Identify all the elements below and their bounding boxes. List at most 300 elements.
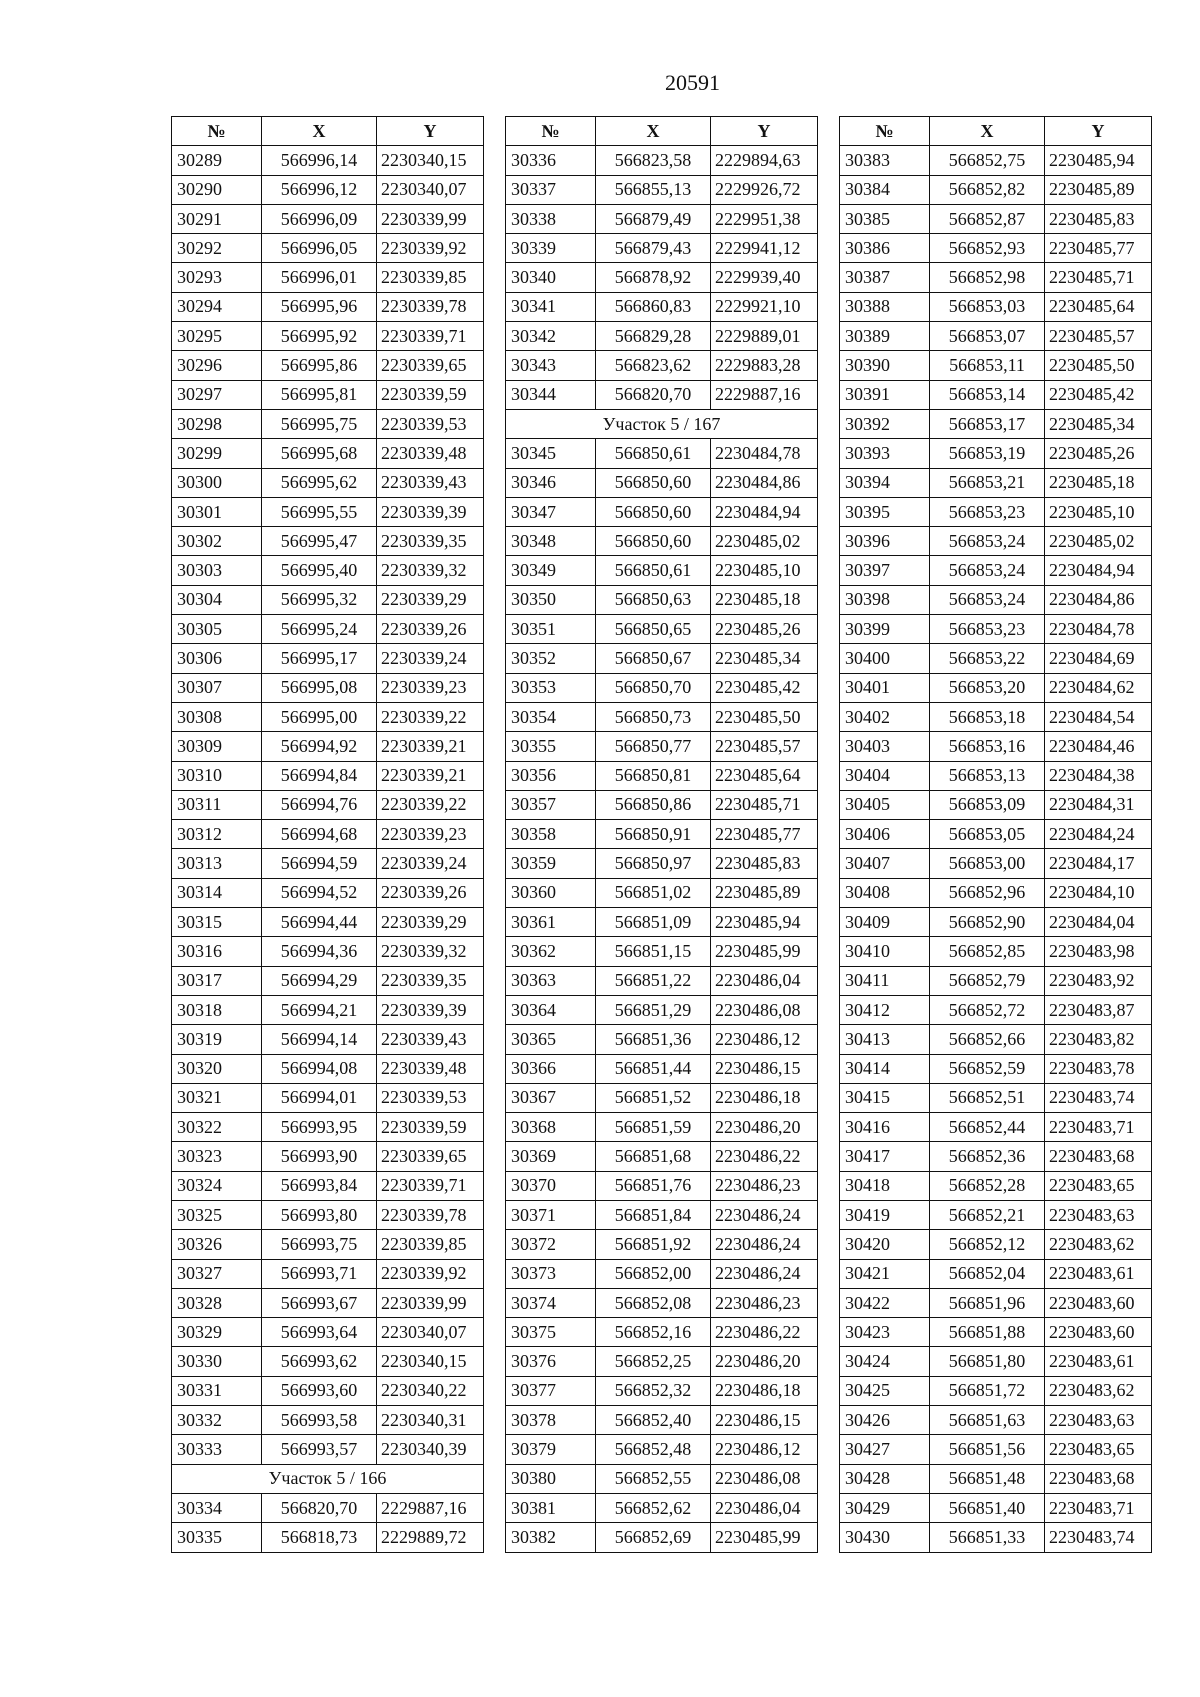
table-row xyxy=(172,761,484,790)
table-row xyxy=(840,702,1152,731)
x-coordinate: 566852,85 xyxy=(930,937,1045,966)
x-coordinate: 566853,23 xyxy=(930,497,1045,526)
y-coordinate: 2230339,71 xyxy=(377,322,484,351)
x-coordinate: 566995,40 xyxy=(262,556,377,585)
point-number: 30365 xyxy=(506,1025,596,1054)
point-number: 30383 xyxy=(840,146,930,175)
table-row xyxy=(840,1406,1152,1435)
table-row xyxy=(172,1288,484,1317)
x-coordinate: 566850,65 xyxy=(596,615,711,644)
y-coordinate: 2230483,71 xyxy=(1045,1113,1152,1142)
table-row xyxy=(506,380,818,409)
y-coordinate: 2230339,43 xyxy=(377,1025,484,1054)
point-number: 30353 xyxy=(506,673,596,702)
table-row xyxy=(840,204,1152,233)
y-coordinate: 2230339,71 xyxy=(377,1171,484,1200)
y-coordinate: 2230339,21 xyxy=(377,732,484,761)
table-row xyxy=(506,1200,818,1229)
x-coordinate: 566851,44 xyxy=(596,1054,711,1083)
table-row xyxy=(172,322,484,351)
x-coordinate: 566994,14 xyxy=(262,1025,377,1054)
y-coordinate: 2229889,72 xyxy=(377,1523,484,1552)
point-number: 30399 xyxy=(840,615,930,644)
point-number: 30393 xyxy=(840,439,930,468)
x-coordinate: 566852,40 xyxy=(596,1406,711,1435)
point-number: 30305 xyxy=(172,615,262,644)
y-coordinate: 2230484,10 xyxy=(1045,878,1152,907)
table-row xyxy=(506,761,818,790)
x-coordinate: 566853,13 xyxy=(930,761,1045,790)
x-coordinate: 566855,13 xyxy=(596,175,711,204)
point-number: 30379 xyxy=(506,1435,596,1464)
table-row xyxy=(172,351,484,380)
y-coordinate: 2230339,65 xyxy=(377,351,484,380)
x-coordinate: 566852,36 xyxy=(930,1142,1045,1171)
x-coordinate: 566994,01 xyxy=(262,1083,377,1112)
header-y: Y xyxy=(711,117,818,146)
table-row xyxy=(506,1523,818,1552)
y-coordinate: 2230486,12 xyxy=(711,1025,818,1054)
table-row xyxy=(840,439,1152,468)
table-row xyxy=(840,1142,1152,1171)
table-row xyxy=(506,673,818,702)
point-number: 30307 xyxy=(172,673,262,702)
x-coordinate: 566995,96 xyxy=(262,292,377,321)
point-number: 30364 xyxy=(506,995,596,1024)
point-number: 30355 xyxy=(506,732,596,761)
point-number: 30343 xyxy=(506,351,596,380)
x-coordinate: 566853,16 xyxy=(930,732,1045,761)
x-coordinate: 566852,04 xyxy=(930,1259,1045,1288)
y-coordinate: 2230483,63 xyxy=(1045,1200,1152,1229)
table-row xyxy=(840,673,1152,702)
x-coordinate: 566851,72 xyxy=(930,1376,1045,1405)
table-row xyxy=(172,204,484,233)
table-row xyxy=(172,380,484,409)
point-number: 30392 xyxy=(840,409,930,438)
x-coordinate: 566995,81 xyxy=(262,380,377,409)
table-row xyxy=(840,585,1152,614)
table-row xyxy=(172,1493,484,1522)
y-coordinate: 2230483,61 xyxy=(1045,1347,1152,1376)
point-number: 30394 xyxy=(840,468,930,497)
y-coordinate: 2230486,22 xyxy=(711,1142,818,1171)
point-number: 30351 xyxy=(506,615,596,644)
table-row xyxy=(506,1113,818,1142)
y-coordinate: 2230339,24 xyxy=(377,644,484,673)
y-coordinate: 2230340,07 xyxy=(377,175,484,204)
x-coordinate: 566993,84 xyxy=(262,1171,377,1200)
point-number: 30352 xyxy=(506,644,596,673)
point-number: 30358 xyxy=(506,820,596,849)
table-row xyxy=(506,439,818,468)
table-row xyxy=(840,995,1152,1024)
y-coordinate: 2230340,07 xyxy=(377,1318,484,1347)
x-coordinate: 566994,21 xyxy=(262,995,377,1024)
x-coordinate: 566995,24 xyxy=(262,615,377,644)
x-coordinate: 566994,68 xyxy=(262,820,377,849)
y-coordinate: 2230339,26 xyxy=(377,878,484,907)
y-coordinate: 2230486,04 xyxy=(711,1493,818,1522)
table-row xyxy=(840,468,1152,497)
header-y: Y xyxy=(377,117,484,146)
x-coordinate: 566852,55 xyxy=(596,1464,711,1493)
y-coordinate: 2230484,24 xyxy=(1045,820,1152,849)
x-coordinate: 566851,36 xyxy=(596,1025,711,1054)
y-coordinate: 2230339,39 xyxy=(377,995,484,1024)
table-row xyxy=(840,1259,1152,1288)
table-row xyxy=(840,527,1152,556)
x-coordinate: 566993,75 xyxy=(262,1230,377,1259)
table-row xyxy=(506,1318,818,1347)
table-row xyxy=(506,175,818,204)
x-coordinate: 566852,25 xyxy=(596,1347,711,1376)
y-coordinate: 2229887,16 xyxy=(711,380,818,409)
x-coordinate: 566853,00 xyxy=(930,849,1045,878)
table-row xyxy=(840,820,1152,849)
x-coordinate: 566993,60 xyxy=(262,1376,377,1405)
point-number: 30412 xyxy=(840,995,930,1024)
table-row xyxy=(840,292,1152,321)
table-row xyxy=(840,1113,1152,1142)
y-coordinate: 2230485,94 xyxy=(1045,146,1152,175)
table-row xyxy=(506,995,818,1024)
y-coordinate: 2230483,60 xyxy=(1045,1318,1152,1347)
table-row xyxy=(172,732,484,761)
table-row xyxy=(172,1083,484,1112)
x-coordinate: 566995,55 xyxy=(262,497,377,526)
y-coordinate: 2230486,08 xyxy=(711,995,818,1024)
point-number: 30368 xyxy=(506,1113,596,1142)
point-number: 30290 xyxy=(172,175,262,204)
y-coordinate: 2230485,83 xyxy=(1045,204,1152,233)
x-coordinate: 566996,12 xyxy=(262,175,377,204)
point-number: 30419 xyxy=(840,1200,930,1229)
y-coordinate: 2230340,31 xyxy=(377,1406,484,1435)
table-row xyxy=(506,1142,818,1171)
table-row xyxy=(840,878,1152,907)
coordinate-table-3 xyxy=(839,116,1152,1553)
y-coordinate: 2229887,16 xyxy=(377,1493,484,1522)
x-coordinate: 566852,79 xyxy=(930,966,1045,995)
y-coordinate: 2230483,65 xyxy=(1045,1171,1152,1200)
y-coordinate: 2229939,40 xyxy=(711,263,818,292)
x-coordinate: 566852,75 xyxy=(930,146,1045,175)
y-coordinate: 2230486,20 xyxy=(711,1113,818,1142)
x-coordinate: 566851,56 xyxy=(930,1435,1045,1464)
y-coordinate: 2230483,63 xyxy=(1045,1406,1152,1435)
table-row xyxy=(840,761,1152,790)
table-row xyxy=(172,1054,484,1083)
x-coordinate: 566851,68 xyxy=(596,1142,711,1171)
x-coordinate: 566851,96 xyxy=(930,1288,1045,1317)
x-coordinate: 566993,67 xyxy=(262,1288,377,1317)
x-coordinate: 566993,95 xyxy=(262,1113,377,1142)
x-coordinate: 566993,71 xyxy=(262,1259,377,1288)
y-coordinate: 2230483,87 xyxy=(1045,995,1152,1024)
table-row xyxy=(840,644,1152,673)
point-number: 30375 xyxy=(506,1318,596,1347)
table-row xyxy=(506,468,818,497)
y-coordinate: 2230339,78 xyxy=(377,292,484,321)
x-coordinate: 566851,52 xyxy=(596,1083,711,1112)
point-number: 30381 xyxy=(506,1493,596,1522)
point-number: 30320 xyxy=(172,1054,262,1083)
point-number: 30309 xyxy=(172,732,262,761)
y-coordinate: 2230485,26 xyxy=(1045,439,1152,468)
y-coordinate: 2230339,48 xyxy=(377,1054,484,1083)
point-number: 30296 xyxy=(172,351,262,380)
point-number: 30331 xyxy=(172,1376,262,1405)
table-header-row xyxy=(840,117,1152,146)
x-coordinate: 566996,14 xyxy=(262,146,377,175)
point-number: 30424 xyxy=(840,1347,930,1376)
x-coordinate: 566995,68 xyxy=(262,439,377,468)
point-number: 30385 xyxy=(840,204,930,233)
table-row xyxy=(172,1259,484,1288)
point-number: 30407 xyxy=(840,849,930,878)
point-number: 30402 xyxy=(840,702,930,731)
x-coordinate: 566879,43 xyxy=(596,234,711,263)
point-number: 30360 xyxy=(506,878,596,907)
header-x: X xyxy=(596,117,711,146)
x-coordinate: 566823,62 xyxy=(596,351,711,380)
point-number: 30390 xyxy=(840,351,930,380)
x-coordinate: 566852,69 xyxy=(596,1523,711,1552)
y-coordinate: 2230339,32 xyxy=(377,937,484,966)
x-coordinate: 566994,36 xyxy=(262,937,377,966)
table-row xyxy=(506,204,818,233)
y-coordinate: 2230485,10 xyxy=(1045,497,1152,526)
y-coordinate: 2230485,99 xyxy=(711,937,818,966)
table-row xyxy=(172,1200,484,1229)
y-coordinate: 2230483,78 xyxy=(1045,1054,1152,1083)
x-coordinate: 566853,24 xyxy=(930,527,1045,556)
point-number: 30348 xyxy=(506,527,596,556)
y-coordinate: 2230339,29 xyxy=(377,585,484,614)
point-number: 30303 xyxy=(172,556,262,585)
point-number: 30289 xyxy=(172,146,262,175)
table-row xyxy=(840,1025,1152,1054)
x-coordinate: 566996,01 xyxy=(262,263,377,292)
y-coordinate: 2230339,21 xyxy=(377,761,484,790)
table-row xyxy=(840,1464,1152,1493)
y-coordinate: 2230485,50 xyxy=(711,702,818,731)
point-number: 30357 xyxy=(506,790,596,819)
table-row xyxy=(840,1347,1152,1376)
table-row xyxy=(172,644,484,673)
point-number: 30327 xyxy=(172,1259,262,1288)
point-number: 30293 xyxy=(172,263,262,292)
table-row xyxy=(172,995,484,1024)
y-coordinate: 2230485,77 xyxy=(711,820,818,849)
point-number: 30410 xyxy=(840,937,930,966)
table-row xyxy=(172,1142,484,1171)
point-number: 30301 xyxy=(172,497,262,526)
section-label: Участок 5 / 167 xyxy=(506,409,818,438)
y-coordinate: 2230485,34 xyxy=(711,644,818,673)
table-row xyxy=(506,497,818,526)
x-coordinate: 566993,80 xyxy=(262,1200,377,1229)
point-number: 30373 xyxy=(506,1259,596,1288)
table-row xyxy=(506,1025,818,1054)
y-coordinate: 2230486,08 xyxy=(711,1464,818,1493)
x-coordinate: 566851,33 xyxy=(930,1523,1045,1552)
y-coordinate: 2230484,38 xyxy=(1045,761,1152,790)
table-header-row xyxy=(172,117,484,146)
point-number: 30427 xyxy=(840,1435,930,1464)
table-row xyxy=(506,527,818,556)
x-coordinate: 566850,77 xyxy=(596,732,711,761)
x-coordinate: 566994,59 xyxy=(262,849,377,878)
section-row xyxy=(172,1464,484,1493)
point-number: 30422 xyxy=(840,1288,930,1317)
table-row xyxy=(172,468,484,497)
point-number: 30374 xyxy=(506,1288,596,1317)
y-coordinate: 2230339,23 xyxy=(377,820,484,849)
point-number: 30337 xyxy=(506,175,596,204)
x-coordinate: 566995,75 xyxy=(262,409,377,438)
x-coordinate: 566994,44 xyxy=(262,908,377,937)
x-coordinate: 566850,63 xyxy=(596,585,711,614)
point-number: 30420 xyxy=(840,1230,930,1259)
point-number: 30316 xyxy=(172,937,262,966)
x-coordinate: 566994,92 xyxy=(262,732,377,761)
table-row xyxy=(506,146,818,175)
point-number: 30312 xyxy=(172,820,262,849)
y-coordinate: 2230339,22 xyxy=(377,790,484,819)
point-number: 30362 xyxy=(506,937,596,966)
point-number: 30334 xyxy=(172,1493,262,1522)
point-number: 30332 xyxy=(172,1406,262,1435)
x-coordinate: 566853,05 xyxy=(930,820,1045,849)
point-number: 30308 xyxy=(172,702,262,731)
x-coordinate: 566994,52 xyxy=(262,878,377,907)
y-coordinate: 2230485,89 xyxy=(711,878,818,907)
y-coordinate: 2230486,22 xyxy=(711,1318,818,1347)
table-row xyxy=(506,702,818,731)
table-row xyxy=(840,556,1152,585)
table-row xyxy=(840,966,1152,995)
point-number: 30386 xyxy=(840,234,930,263)
x-coordinate: 566851,29 xyxy=(596,995,711,1024)
y-coordinate: 2229941,12 xyxy=(711,234,818,263)
x-coordinate: 566853,20 xyxy=(930,673,1045,702)
x-coordinate: 566851,63 xyxy=(930,1406,1045,1435)
point-number: 30318 xyxy=(172,995,262,1024)
point-number: 30378 xyxy=(506,1406,596,1435)
x-coordinate: 566852,32 xyxy=(596,1376,711,1405)
table-row xyxy=(506,820,818,849)
x-coordinate: 566878,92 xyxy=(596,263,711,292)
table-row xyxy=(840,497,1152,526)
table-row xyxy=(172,175,484,204)
x-coordinate: 566860,83 xyxy=(596,292,711,321)
y-coordinate: 2230339,26 xyxy=(377,615,484,644)
point-number: 30401 xyxy=(840,673,930,702)
table-row xyxy=(172,439,484,468)
x-coordinate: 566995,92 xyxy=(262,322,377,351)
x-coordinate: 566994,08 xyxy=(262,1054,377,1083)
x-coordinate: 566851,59 xyxy=(596,1113,711,1142)
x-coordinate: 566850,60 xyxy=(596,468,711,497)
x-coordinate: 566850,97 xyxy=(596,849,711,878)
table-row xyxy=(172,790,484,819)
table-row xyxy=(172,1318,484,1347)
point-number: 30344 xyxy=(506,380,596,409)
table-row xyxy=(840,1523,1152,1552)
x-coordinate: 566852,93 xyxy=(930,234,1045,263)
y-coordinate: 2230486,18 xyxy=(711,1083,818,1112)
section-label: Участок 5 / 166 xyxy=(172,1464,484,1493)
x-coordinate: 566850,67 xyxy=(596,644,711,673)
y-coordinate: 2229926,72 xyxy=(711,175,818,204)
y-coordinate: 2230484,86 xyxy=(1045,585,1152,614)
table-row xyxy=(172,292,484,321)
point-number: 30339 xyxy=(506,234,596,263)
x-coordinate: 566852,51 xyxy=(930,1083,1045,1112)
x-coordinate: 566850,61 xyxy=(596,439,711,468)
x-coordinate: 566852,12 xyxy=(930,1230,1045,1259)
y-coordinate: 2230485,71 xyxy=(711,790,818,819)
x-coordinate: 566853,09 xyxy=(930,790,1045,819)
x-coordinate: 566850,73 xyxy=(596,702,711,731)
point-number: 30426 xyxy=(840,1406,930,1435)
y-coordinate: 2230483,92 xyxy=(1045,966,1152,995)
point-number: 30354 xyxy=(506,702,596,731)
point-number: 30406 xyxy=(840,820,930,849)
point-number: 30388 xyxy=(840,292,930,321)
point-number: 30376 xyxy=(506,1347,596,1376)
table-row xyxy=(840,908,1152,937)
y-coordinate: 2230484,78 xyxy=(711,439,818,468)
point-number: 30319 xyxy=(172,1025,262,1054)
table-header-row xyxy=(506,117,818,146)
y-coordinate: 2230340,15 xyxy=(377,1347,484,1376)
y-coordinate: 2230486,24 xyxy=(711,1259,818,1288)
point-number: 30330 xyxy=(172,1347,262,1376)
y-coordinate: 2230486,23 xyxy=(711,1288,818,1317)
table-row xyxy=(506,1259,818,1288)
y-coordinate: 2230339,43 xyxy=(377,468,484,497)
point-number: 30369 xyxy=(506,1142,596,1171)
y-coordinate: 2230339,32 xyxy=(377,556,484,585)
point-number: 30366 xyxy=(506,1054,596,1083)
x-coordinate: 566852,48 xyxy=(596,1435,711,1464)
y-coordinate: 2230483,62 xyxy=(1045,1230,1152,1259)
x-coordinate: 566852,98 xyxy=(930,263,1045,292)
y-coordinate: 2230485,02 xyxy=(1045,527,1152,556)
y-coordinate: 2230339,39 xyxy=(377,497,484,526)
table-row xyxy=(506,1406,818,1435)
table-row xyxy=(840,849,1152,878)
y-coordinate: 2230485,71 xyxy=(1045,263,1152,292)
point-number: 30342 xyxy=(506,322,596,351)
y-coordinate: 2230339,59 xyxy=(377,1113,484,1142)
y-coordinate: 2230485,57 xyxy=(1045,322,1152,351)
y-coordinate: 2230339,92 xyxy=(377,234,484,263)
y-coordinate: 2230339,29 xyxy=(377,908,484,937)
x-coordinate: 566829,28 xyxy=(596,322,711,351)
point-number: 30396 xyxy=(840,527,930,556)
x-coordinate: 566852,08 xyxy=(596,1288,711,1317)
table-row xyxy=(172,263,484,292)
point-number: 30338 xyxy=(506,204,596,233)
point-number: 30408 xyxy=(840,878,930,907)
point-number: 30333 xyxy=(172,1435,262,1464)
point-number: 30391 xyxy=(840,380,930,409)
x-coordinate: 566852,90 xyxy=(930,908,1045,937)
